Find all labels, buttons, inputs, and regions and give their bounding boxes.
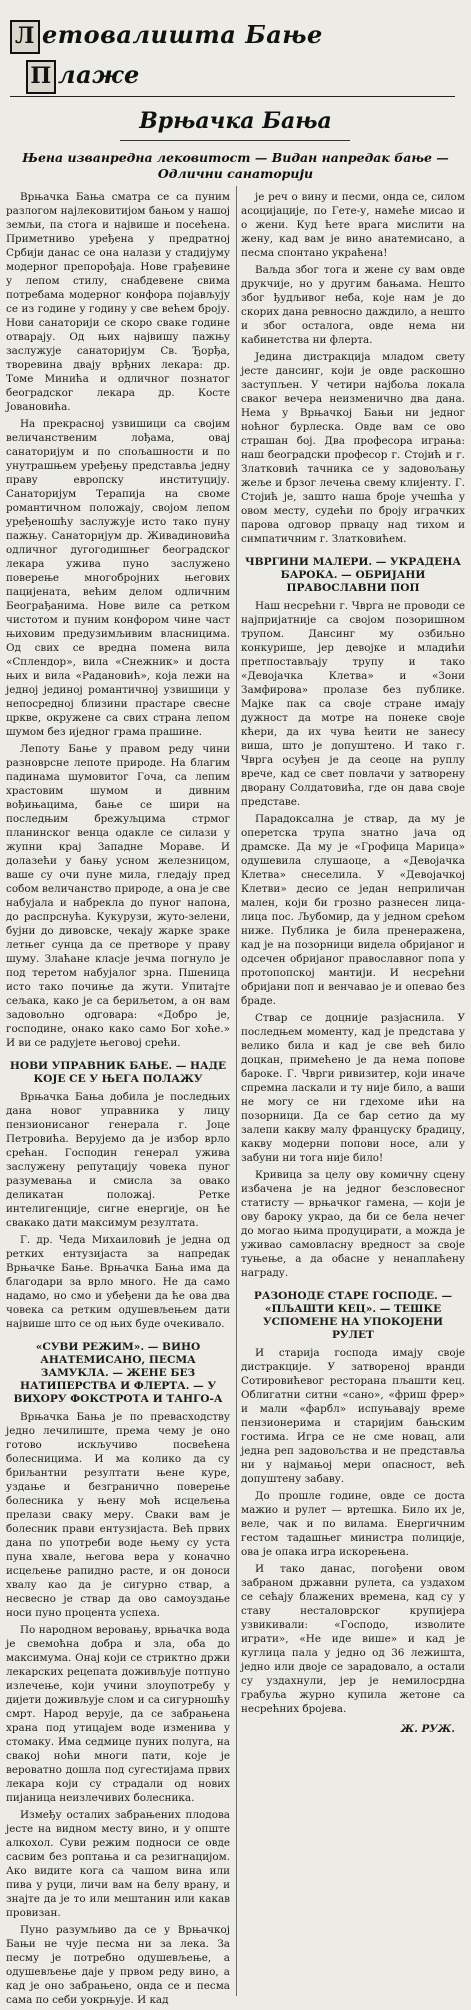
masthead-text-1: етовалишта Бање <box>42 20 323 49</box>
masthead-initial-2: П <box>26 60 56 94</box>
article-paragraph: Наш несрећни г. Чврга не проводи се најпријатније са својом позоришном трупом. Дансинг му озбиљно конкурише, јер девојке и младићи претпостављају трупу и тако «Девојачка Клетва» и «Зони Замфирова» пролазе без публике. Мајке пак са своје стране имају дужност да мотре на понеке своје кћери, да их чува ћеити не занесу виша, што је допуштено. И тако г. Чврга осуђен је да сеоце на руплу врече, кад се свет повлачи у затворену дворану Солдатовића, где он дава своје представе. <box>241 600 465 808</box>
title-rule <box>120 140 350 141</box>
article-paragraph: Врњачка Бања сматра се са пуним разлогом најлековитијом бањом у нашој земљи, па стога и највише и посећена. Приметниво уређена у предратној Србији данас се она налази у стадијуму модерног препорођаја. Нове грађевине у лепом стилу, снабдевене свима потребама модерног конфора појављују се из године у годину у све већем броју. Нови санаторији се скоро сваке године отварају. Од њих највишу пажњу заслужује санаторијум Св. Ђорђа, творевина двају врђних лекара: др. Томе Минића и одличног познатог београдског лекара др. Косте Јовановића. <box>6 191 230 413</box>
article-paragraph: је реч о вину и песми, онда се, силом асоцијације, по Гете-у, намеће мисао и о жени. Куд ћете врага мислити на жену, кад вам је вино анатемисано, а песма спонтано украћена! <box>241 191 465 259</box>
right-column <box>241 190 465 1990</box>
left-column <box>6 190 230 2006</box>
article-paragraph: Ствар се доцније разјаснила. У последњем моменту, кад је представа у велико била и кад је све већ било доцкан, примећено је да нема попове бароке. Г. Чврги ривизитер, који иначе спремна ласкали и ту није било, а ваши не могу се ни гдехоме ићи на позорници. Да се бар сетио да му залепи какву малу француску брадицу, какву модерни попови носе, али у забуни ни тога није било! <box>241 1012 465 1164</box>
masthead-text-2: лаже <box>58 60 140 89</box>
article-paragraph: Кривица за целу ову комичну сцену избачена је на једног безсловесног статисту — врњачког гамена, — који је ову бароку украо, да би се бела нечег до могао њима продуцирати, а можда је уживао самовласну вредност за своје туњење, а да обасне у ненаплаћену награду. <box>241 1169 465 1279</box>
article-paragraph: Једина дистракција младом свету јесте дансинг, који је овде раскошно заступљен. У четири најбоља локала сваког вечера неизменично два дана. Нема у Врњачкој Бањи ни једног ноћног бурлеска. Овде вам се ово страшан бој. Два професора играња: наш београдски професор г. Стојић и г. Златковић тачника се у задовољању жеље и брзог лечења свему клијенту. Г. Стојић је, зашто наша броје учешћа у овом месту, судећи по броју играчких парова одговор првацу над тихом и симпатичним г. Златковићем. <box>241 351 465 545</box>
article-paragraph: Лепоту Бање у правом реду чини разноврсне лепоте природе. На благим падинама шумовитог Гоча, са лепим храстовим шумом и дивним вођињацима, бање се шири на последњим брежуљцима стрмог планинског венца одакле се силази у жупни крај Западне Мораве. И долазећи у бању усном железницом, ваше су очи пуне мила, гледају пред собом величанство природе, а она је све набујала и набрекла до пуног напона, до распрснућа. Кукурузи, жуто-зелени, бујни до дивовске, чекају жарке зраке летњег сунца да се претворе у праву шуму. Злаћане класје јечма погнуло је под теретом набујалог зрна. Пшеница исто тако почиње да жути. Упитајте сељака, како је са бериљетом, а он вам задовољно одговара: «Добро је, господине, онако како само Бог хоће.» И ви се радујете његовој срећи. <box>6 743 230 1049</box>
article-paragraph: И старија господа имају своје дистракције. У затвореној вранди Сотировићевог ресторана пљашти кец. Облигатни ситни «сано», «фриш фрер» и мали «фарбл» испуњавају време пензионерима и старијим бањским гостима. Игра се не сме новац, али једна реп задовољства и не представља ни у најмањој мери опасност, већ допуштену забаву. <box>241 1347 465 1485</box>
article-paragraph: Г. др. Чеда Михаиловић је једна од ретких ентузијаста за напредак Врњачке Бање. Врњачка Бања има да благодари за врло много. Не да само надамо, но смо и убеђени да ће ова два човека са ретким одушевљењем дати највише што се од њих буде очекивало. <box>6 1234 230 1330</box>
section-heading: ЧВРГИНИ МАЛЕРИ. — УКРАДЕНА БАРОКА. — ОБРИЈАНИ ПРАВОСЛАВНИ ПОП <box>244 556 461 594</box>
section-heading: «СУВИ РЕЖИМ». — ВИНО АНАТЕМИСАНО, ПЕСМА ЗАМУКЛА. — ЖЕНЕ БЕЗ НАТИПЕРСТВА И ФЛЕРТА. — У ВИХОРУ ФОКСТРОТА И ТАНГО-А <box>13 1341 223 1405</box>
column-divider <box>236 186 237 1996</box>
article-paragraph: Врњачка Бања је по превасходству једно лечилиште, према чему је оно готово искључиво посвећена болесницима. И ма колико да су бриљантни резултати њене куре, уздање и безгранично поверење болесника у њену моћ исцељења прелази сваку меру. Сваки вам је болесник прави ентузијаста. Већ првих дана по употреби воде њему су уста пуна хвале, његова вера у коначно исцељење рапидно расте, и он доноси хвалу као да је сигурно ствар, а несвесно је ствар да ово самоуздање носи пуно процента успеха. <box>6 1411 230 1619</box>
author-signature: Ж. РУЖ. <box>400 1723 455 1735</box>
section-heading: РАЗОНОДЕ СТАРЕ ГОСПОДЕ. — «ПЉАШТИ КЕЦ». — ТЕШКЕ УСПОМЕНЕ НА УПОКОЈЕНИ РУЛЕТ <box>253 1290 453 1341</box>
masthead <box>10 14 455 97</box>
article-paragraph: Врњачка Бања добила је последњих дана новог управника у лицу пензионисаног генерала г. Јоце Петровића. Верујемо да је избор врло срећан. Господин генерал ужива заслужену репутацију човека пуног разумевања и смисла за овако деликатан положај. Ретке интелигенције, сигне енергије, он ће свакако дати максимум резултата. <box>6 1091 230 1229</box>
article-paragraph: На прекрасној узвишици са својим величанственим лођама, овај санаторијум и по спољашности и по унутрашњем уређењу представља једну праву европску институцију. Санаторијум Терапија на своме романтичном положају, својом лепом уређеношћу заслужује исто тако пуну пажњу. Санаторијум др. Живадиновића одличног дугогодишњег београдског лекара ужива пуно заслужено поверење многобројних његових пацијената, већим делом одличним Београђанима. Нове виле са ретком чистотом и пуним конфором чине част њиховим предузимљивим власницима. Од свих се вредна помена вила «Сплендор», вила «Снежник» и доста њих и вила «Радановић», која лежи на једној јединој романтичној узвишици у непосредној близини прастаре свесне цркве, окружене са свих страна лепом шумом без иједног грама прашине. <box>6 418 230 738</box>
article-paragraph: По народном веровању, врњачка вода је свемоћна добра и зла, оба до максимума. Онај који се стриктно држи лекарских рецепата доживљује потпуно излечење, који учини злоупотребу у дијети доживљује слом и са сигурношћу смрт. Народ верује, да се забрањена храна под утицајем воде изменива у стомаку. Има седмице пуних полуга, на свакој ноћи многи пати, које је вероватно дошла под сугестијама првих лекара који су страдали од нових пијаница неизлечивих болесника. <box>6 1624 230 1804</box>
masthead-line-1 <box>10 16 455 54</box>
article-paragraph: Између осталих забрањених плодова јесте на видном месту вино, и у опште алкохол. Суви режим подноси се овде сасвим без роптања и са резигнацијом. Ако видите кога са чашом вина или пива у руци, личи вам на белу врану, и знајте да је то или мештанин или какав провизан. <box>6 1809 230 1919</box>
masthead-line-2 <box>10 56 455 94</box>
article-paragraph: Ваљда због тога и жене су вам овде друкчије, но у другим бањама. Нешто због ђудљивог неба, које нам је до скорих дана ревносно даждило, а нешто и због осталога, овде нема ни кабинетства ни флерта. <box>241 264 465 346</box>
article-title: Врњачка Бања <box>139 108 332 134</box>
section-heading: НОВИ УПРАВНИК БАЊЕ. — НАДЕ КОЈЕ СЕ У ЊЕГА ПОЛАЖУ <box>9 1060 227 1085</box>
masthead-initial-1: Л <box>10 20 40 54</box>
article-paragraph: И тако данас, погођени овом забраном државни рулета, са уздахом се сећају блажених времена, кад су у ставу несталоврског крупијера узвикивали: «Господо, изволите играти», «Не иде више» и кад је куглица пала у једно од 36 лежишта, једно или двоје се зарадовало, а остали су уздахнули, јер је немилосрдна грабуља журно купила жетоне са несрећних бројева. <box>241 1563 465 1715</box>
article-paragraph: Парадоксална је ствар, да му је оперетска трупа знатно јача од драмске. Да му је «Грофица Марица» одушевила слушаоце, а «Девојачка Клетва» снеселила. У «Девојачкој Клетви» десио се један неприличан мален, који би грозно разнесен лица-лица пос. Љубомир, да у једном срећом ниже. Публика је била пренеражена, кад је на позорници видела обријаног и одсечен обријаног православног попа у протопопској мантији. И несрећни обријани поп и венчавао је и опевао без браде. <box>241 813 465 1007</box>
article-subtitle: Њена изванредна лековитост — Видан напредак бање — Одлични санаторији <box>22 150 449 181</box>
article-paragraph: До прошле године, овде се доста мажио и рулет — вртешка. Било их је, веле, чак и по вилама. Енергичним гестом тадашњег министра полиције, ова је опака игра искорењена. <box>241 1490 465 1558</box>
article-paragraph: Пуно разумљиво да се у Врњачкој Бањи не чује песма ни за лека. За песму је потребно одушевљење, а одушевљење даје у првом реду вино, а кад је оно забрањено, онда се и песма сама по себи уокрњује. И кад <box>6 1924 230 2006</box>
